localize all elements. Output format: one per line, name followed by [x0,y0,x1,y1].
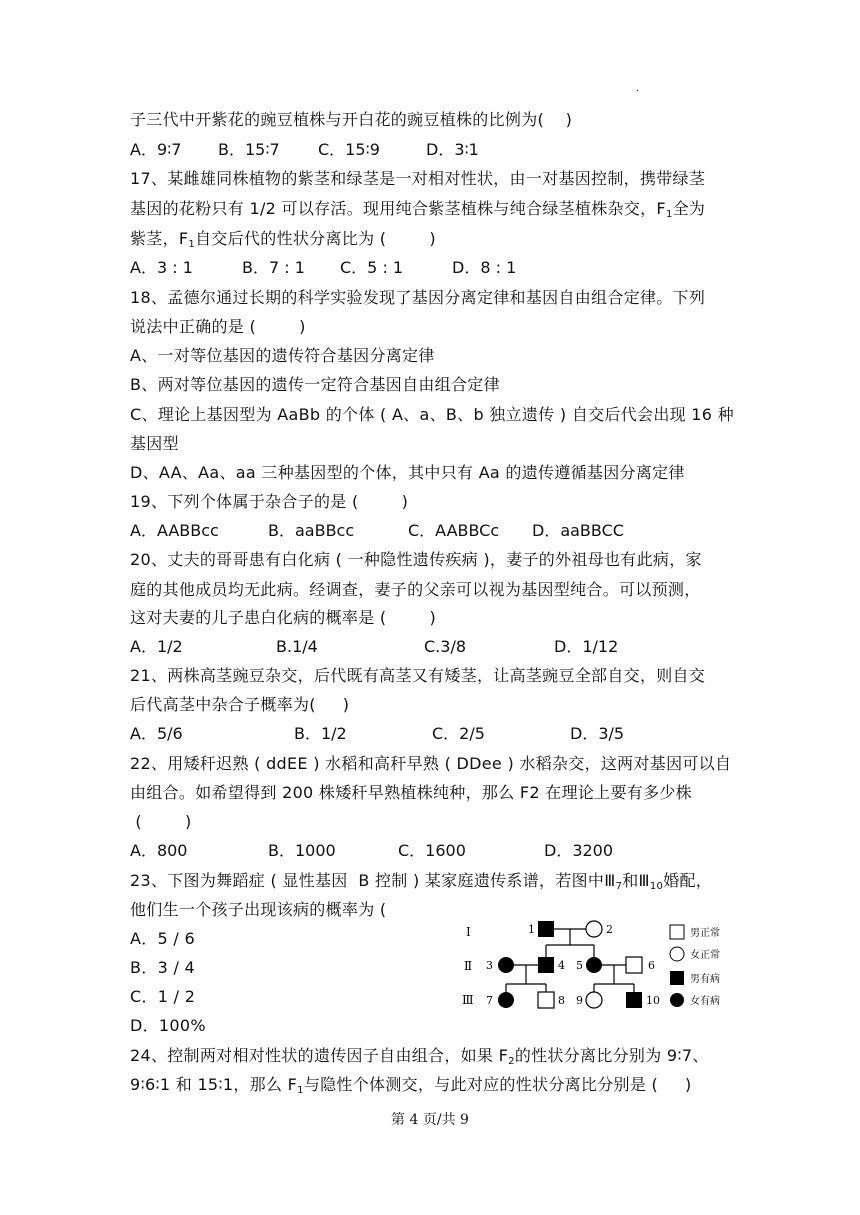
q20-line-2: 庭的其他成员均无此病。经调查，妻子的父亲可以视为基因型纯合。可以预测， [130,580,701,599]
q24-line-1: 24、控制两对相对性状的遗传因子自由组合，如果 $F_2$的性状分离比分别为 9∶7、 [130,1046,709,1067]
q21-option-a: A．5/6 [130,724,183,743]
q21-line-2: 后代高茎中杂合子概率为( ) [130,695,350,714]
q23-line-1: 23、下图为舞蹈症 ( 显性基因 B 控制 ) 某家庭遗传系谱，若图中$Ⅲ_7$和$Ⅲ_{10}$婚配， [130,871,713,892]
individual-7-affected-female [498,992,514,1008]
individual-9-normal-female [586,992,602,1008]
q19-option-d: D．aaBBCC [532,521,624,540]
corner-mark: · [636,86,640,97]
q16-option-d: D．3∶1 [426,140,479,159]
individual-10-affected-male [626,992,642,1008]
individual-number-6: 6 [648,959,655,972]
q19-stem: 19、下列个体属于杂合子的是 ( ) [130,492,409,511]
q17-option-b: B．7 : 1 [242,258,305,277]
q17-line-2: 基因的花粉只有 1/2 可以存活。现用纯合紫茎植株与纯合绿茎植株杂交，$F_1$全为 [130,199,706,220]
q18-line-2: 说法中正确的是 ( ) [130,317,306,336]
individual-number-10: 10 [646,994,660,1007]
q18-option-d: D、AA、Aa、aa 三种基因型的个体，其中只有 Aa 的遗传遵循基因分离定律 [130,463,685,482]
q21-option-b: B．1/2 [294,724,347,743]
q20-line-1: 20、丈夫的哥哥患有白化病 ( 一种隐性遗传疾病 )，妻子的外祖母也有此病，家 [130,550,702,569]
q16-option-a: A．9∶7 [130,140,182,159]
q17-option-d: D．8 : 1 [452,258,517,277]
q23-option-c: C．1 / 2 [130,987,196,1006]
generation-label-2: Ⅱ [464,959,473,973]
legend-affected-male-label: 男有病 [690,974,720,985]
q21-option-d: D．3/5 [570,724,625,743]
legend-normal-female-label: 女正常 [690,950,720,961]
q22-line-2: 由组合。如希望得到 200 株矮秆早熟植株纯种，那么 F2 在理论上要有多少株 [130,783,692,802]
q22-option-b: B．1000 [268,841,336,860]
q18-option-c-line-1: C、理论上基因型为 AaBb 的个体 ( A、a、B、b 独立遗传 ) 自交后代会出现 16 种 [130,405,734,424]
q23-option-b: B．3 / 4 [130,958,195,977]
individual-4-affected-male [538,957,554,973]
individual-1-affected-male [538,921,554,937]
page-footer: 第 4 页/共 9 [391,1112,469,1128]
individual-number-7: 7 [486,994,493,1007]
q19-option-a: A．AABBcc [130,521,219,540]
legend-affected-female-symbol [670,993,684,1007]
q20-option-a: A．1/2 [130,637,183,656]
q16-option-c: C．15∶9 [318,140,380,159]
q23-option-d: D．100% [130,1016,206,1035]
individual-number-2: 2 [606,923,613,936]
individual-number-4: 4 [558,959,565,972]
individual-number-9: 9 [576,994,583,1007]
q18-option-b: B、两对等位基因的遗传一定符合基因自由组合定律 [130,375,500,394]
q17-line-3: 紫茎，$F_1$自交后代的性状分离比为 ( ) [130,229,436,250]
q16-stem-line: 子三代中开紫花的豌豆植株与开白花的豌豆植株的比例为( ) [130,110,573,129]
q22-line-1: 22、用矮秆迟熟 ( ddEE ) 水稻和高秆早熟 ( DDee ) 水稻杂交，这两对基因可以自 [130,754,732,773]
q22-line-3: ( ) [130,812,192,831]
q19-option-c: C．AABBCc [408,521,500,540]
legend-normal-female-symbol [670,947,684,961]
q22-option-a: A．800 [130,841,188,860]
pedigree-diagram [450,912,736,1016]
q24-line-2: 9∶6∶1 和 15∶1，那么 $F_1$与隐性个体测交，与此对应的性状分离比分别是 ( ) [130,1075,692,1096]
legend-normal-male-symbol [670,925,684,939]
individual-6-normal-male [626,957,642,973]
q23-option-a: A．5 / 6 [130,929,195,948]
individual-number-5: 5 [576,959,583,972]
q20-line-3: 这对夫妻的儿子患白化病的概率是 ( ) [130,608,437,627]
generation-label-1: Ⅰ [466,925,471,939]
q20-option-d: D．1/12 [554,637,619,656]
individual-5-affected-female [586,957,602,973]
legend-affected-female-label: 女有病 [690,996,720,1007]
q22-option-c: C．1600 [398,841,466,860]
individual-number-8: 8 [558,994,565,1007]
q20-option-c: C.3/8 [424,637,467,656]
q22-option-d: D．3200 [544,841,614,860]
q21-option-c: C．2/5 [432,724,485,743]
q20-option-b: B.1/4 [276,637,318,656]
q23-line-2: 他们生一个孩子出现该病的概率为 ( [130,900,387,919]
q17-option-a: A．3 : 1 [130,258,193,277]
q16-option-b: B．15∶7 [218,140,280,159]
q17-option-c: C．5 : 1 [340,258,404,277]
individual-3-affected-female [498,957,514,973]
legend-affected-male-symbol [670,971,684,985]
q18-option-a: A、一对等位基因的遗传符合基因分离定律 [130,346,435,365]
q19-option-b: B．aaBBcc [268,521,355,540]
individual-number-1: 1 [528,923,535,936]
individual-2-normal-female [586,921,602,937]
individual-8-normal-male [538,992,554,1008]
q21-line-1: 21、两株高茎豌豆杂交，后代既有高茎又有矮茎，让高茎豌豆全部自交，则自交 [130,666,706,685]
individual-number-3: 3 [486,959,493,972]
legend-normal-male-label: 男正常 [690,928,720,939]
generation-label-3: Ⅲ [462,993,474,1007]
q18-line-1: 18、孟德尔通过长期的科学实验发现了基因分离定律和基因自由组合定律。下列 [130,288,706,307]
q17-line-1: 17、某雌雄同株植物的紫茎和绿茎是一对相对性状，由一对基因控制，携带绿茎 [130,169,706,188]
q18-option-c-line-2: 基因型 [130,434,179,453]
